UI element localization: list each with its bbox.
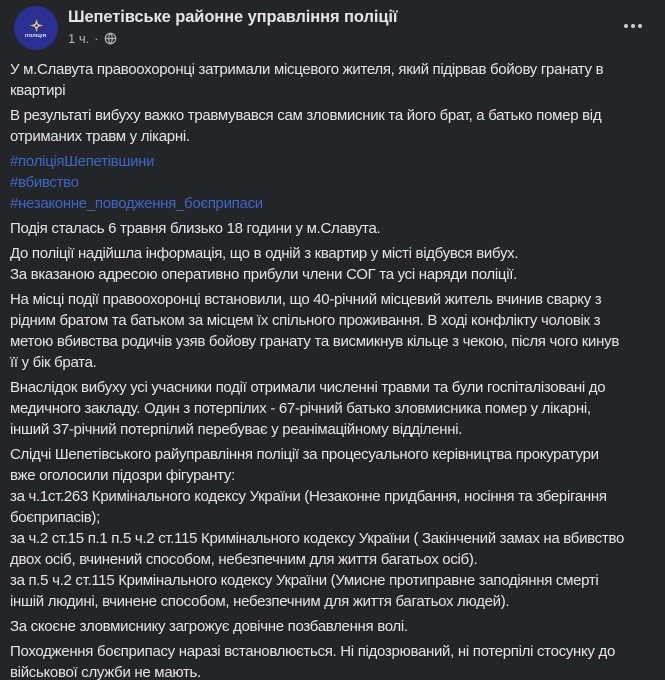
text-line: метою вбивства родичів узяв бойову гранату та висмикнув кільце з чекою, після чого кинув xyxy=(10,333,619,350)
text-line: військової служби не мають. xyxy=(10,664,201,680)
text-line: Внаслідок вибуху усі учасники події отримали численні травми та були госпіталізовані до xyxy=(10,379,606,396)
text-line: за п.5 ч.2 ст.115 Кримінального кодексу України (Умисне протиправне заподіяння смерті xyxy=(10,572,599,589)
text-line: За вказаною адресою оперативно прибули члени СОГ та усі наряди поліції. xyxy=(10,266,517,283)
text-line: отриманих травм у лікарні. xyxy=(10,128,190,145)
text-line: боєприпасів); xyxy=(10,509,100,526)
text-line: медичного закладу. Один з потерпілих - 67-річний батько зловмисника помер у лікарні, xyxy=(10,400,591,417)
text-line: вже оголосили підозри фігуранту: xyxy=(10,467,235,484)
post-header xyxy=(14,6,655,52)
hashtag-link[interactable]: #поліціяШепетівшини xyxy=(10,153,155,170)
hashtag-link[interactable]: #вбивство xyxy=(10,174,79,191)
text-line: Подія сталась 6 травня близько 18 години у м.Славута. xyxy=(10,220,381,237)
header-info xyxy=(68,6,397,46)
post-text xyxy=(10,59,655,680)
meta-separator: · xyxy=(94,31,99,46)
globe-icon xyxy=(104,32,117,45)
text-line: За скоєне зловмиснику загрожує довічне позбавлення волі. xyxy=(10,618,408,635)
paragraph xyxy=(10,641,655,680)
text-line: двох осіб, вчинений способом, небезпечним для життя багатьох осіб). xyxy=(10,551,478,568)
paragraph xyxy=(10,243,655,285)
paragraph xyxy=(10,59,655,101)
more-options-button[interactable] xyxy=(617,14,649,38)
text-line: У м.Славута правоохоронці затримали місцевого жителя, який підірвав бойову гранату в xyxy=(10,61,604,78)
avatar-label: ПОЛІЦІЯ xyxy=(25,33,47,39)
ellipsis-icon xyxy=(624,24,642,28)
paragraph xyxy=(10,218,655,239)
text-line: В результаті вибуху важко травмувався сам зловмисник та його брат, а батько помер від xyxy=(10,107,602,124)
text-line: До поліції надійшла інформація, що в одній з квартир у місті відбувся вибух. xyxy=(10,245,519,262)
police-badge-icon xyxy=(29,18,44,33)
timestamp-link[interactable]: 1 ч. xyxy=(68,31,90,46)
paragraph xyxy=(10,377,655,440)
text-line: Слідчі Шепетівського райуправління поліції за процесуального керівництва прокуратури xyxy=(10,446,599,463)
text-line: її у бік брата. xyxy=(10,354,97,371)
paragraph xyxy=(10,444,655,612)
text-line: На місці події правоохоронці встановили, що 40-річний місцевий житель вчинив сварку з xyxy=(10,291,602,308)
text-line: за ч.1ст.263 Кримінального кодексу України (Незаконне придбання, носіння та зберігання xyxy=(10,488,607,505)
text-line: Походження боєприпасу наразі встановлюється. Ні підозрюваний, ні потерпілі стосунку до xyxy=(10,643,615,660)
text-line: рідним братом та батьком за місцем їх спільного проживання. В ході конфлікту чоловік з xyxy=(10,312,601,329)
hashtag-block xyxy=(10,151,655,214)
page-avatar[interactable] xyxy=(14,6,58,50)
hashtag-link[interactable]: #незаконне_поводження_боєприпаси xyxy=(10,195,263,212)
paragraph xyxy=(10,289,655,373)
post-meta xyxy=(68,31,397,46)
paragraph xyxy=(10,105,655,147)
text-line: квартирі xyxy=(10,82,66,99)
page-name-link[interactable]: Шепетівське районне управління поліції xyxy=(68,8,398,26)
text-line: інший 37-річний потерпілий перебуває у реанімаційному відділенні. xyxy=(10,421,463,438)
paragraph xyxy=(10,616,655,637)
text-line: за ч.2 ст.15 п.1 п.5 ч.2 ст.115 Кримінального кодексу України ( Закінчений замах на вбивство xyxy=(10,530,624,547)
text-line: іншій людині, вчинене способом, небезпечним для життя багатьох людей). xyxy=(10,593,510,610)
